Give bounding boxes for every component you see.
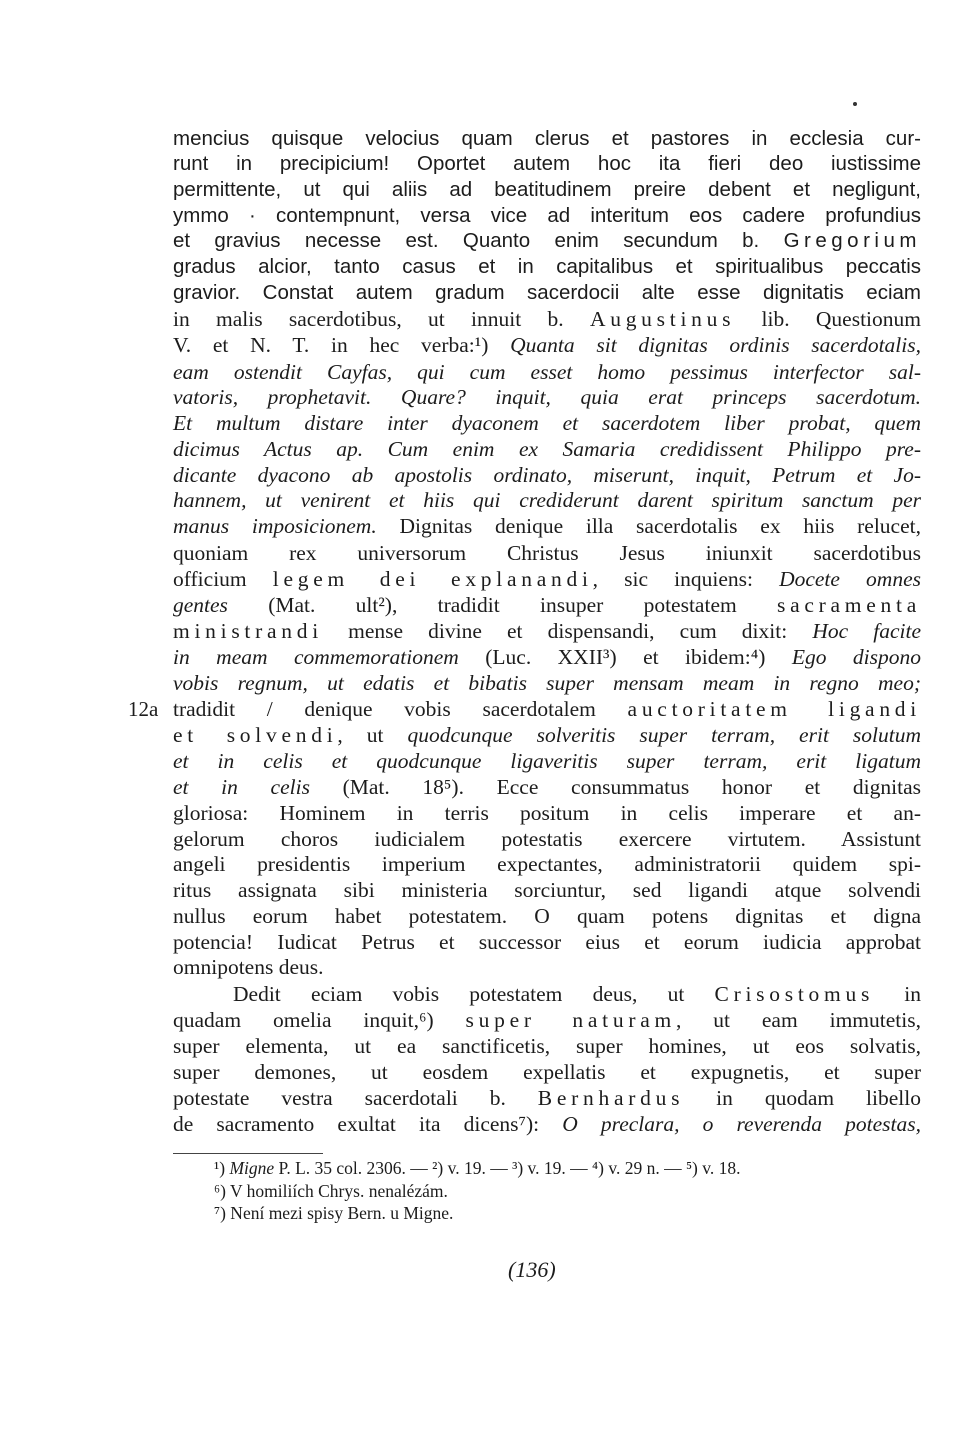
text-line	[173, 488, 921, 512]
text-line	[173, 1034, 921, 1058]
italic-quote: eam ostendit Cayfas, qui cum esset homo pessimus interfector sal-	[173, 360, 921, 384]
text-line	[173, 878, 921, 902]
text-line	[173, 567, 921, 591]
footnote	[214, 1181, 448, 1201]
text-run: lib. Questionum	[735, 307, 921, 331]
text-line	[173, 827, 921, 851]
text-run: V. et N. T. in hec verba:¹)	[173, 333, 511, 357]
text-line	[173, 152, 921, 176]
text-run: gelorum choros iudicialem potestatis exercere virtutem. Assistunt	[173, 827, 921, 851]
text-line	[173, 593, 921, 617]
text-run: (Luc. XXII³) et ibidem:⁴)	[458, 645, 792, 669]
italic-quote: Ego dispono	[791, 645, 922, 669]
italic-quote: manus imposicionem.	[173, 514, 377, 538]
text-line	[173, 281, 921, 305]
text-line	[173, 749, 921, 773]
text-line	[173, 723, 921, 747]
italic-quote: vatoris, prophetavit. Quare? inquit, quia erat princeps sacerdotum.	[173, 385, 921, 409]
spaced-name: Augustinus	[589, 307, 736, 331]
text-line	[173, 671, 921, 695]
text-line	[173, 852, 921, 876]
italic-quote: Migne	[229, 1158, 275, 1178]
text-run: P. L. 35 col. 2306. — ²) v. 19. — ³) v. 19. — ⁴) v. 29 n. — ⁵) v. 18.	[274, 1158, 741, 1178]
text-line	[173, 333, 921, 357]
text-line	[173, 360, 921, 384]
text-line	[173, 904, 921, 928]
text-run: , ut	[337, 723, 408, 747]
text-run: omnipotens deus.	[173, 955, 324, 979]
page-number: (136)	[508, 1257, 556, 1282]
text-run: , ut eam immutetis,	[675, 1008, 921, 1032]
text-run: super elementa, ut ea sanctificetis, super homines, ut eos solvatis,	[173, 1034, 921, 1058]
text-run: Dedit eciam vobis potestatem deus, ut	[233, 982, 715, 1006]
text-line	[173, 697, 921, 721]
italic-quote: dicante dyacono ab apostolis ordinato, miserunt, inquit, Petrum et Jo-	[173, 463, 921, 487]
spaced-name: auctoritatem ligandi	[627, 697, 921, 721]
text-line	[173, 411, 921, 435]
text-line	[173, 541, 921, 565]
text-run: , sic inquiens:	[592, 567, 780, 591]
text-run: super demones, ut eosdem expellatis et expugnetis, et super	[173, 1060, 921, 1084]
text-line	[173, 619, 921, 643]
italic-quote: Et multum distare inter dyaconem et sacerdotem liber probat, quem	[173, 411, 921, 435]
italic-quote: O preclara, o reverenda potestas,	[562, 1112, 921, 1136]
text-run: gravior. Constat autem gradum sacerdocii alte esse dignitatis eciam	[173, 281, 921, 304]
text-line	[173, 801, 921, 825]
text-run: ¹)	[214, 1158, 230, 1178]
italic-quote: hannem, ut venirent et hiis qui crediderunt darent spiritum sanctum per	[173, 488, 921, 512]
text-run: potencia! Iudicat Petrus et successor eius et eorum iudicia approbat	[173, 930, 921, 954]
text-line	[173, 127, 921, 151]
text-run: angeli presidentis imperium expectantes, administratorii quidem spi-	[173, 852, 921, 876]
text-line	[173, 1008, 921, 1032]
italic-quote: et in celis	[173, 775, 310, 799]
spaced-name: Bernhardus	[537, 1086, 685, 1110]
text-run: et gravius necesse est. Quanto enim secundum b.	[173, 229, 784, 252]
text-line	[173, 1060, 921, 1084]
text-line	[173, 1112, 921, 1136]
italic-quote: Hoc facite	[812, 619, 922, 643]
italic-quote: gentes	[173, 593, 228, 617]
text-run: in quodam libello	[684, 1086, 921, 1110]
text-run: mencius quisque velocius quam clerus et pastores in ecclesia cur-	[173, 127, 921, 150]
italic-quote: et in celis et quodcunque ligaveritis super terram, erit ligatum	[173, 749, 921, 773]
text-run: (Mat. 18⁵). Ecce consummatus honor et dignitas	[309, 775, 921, 799]
footnote-rule	[173, 1153, 323, 1154]
text-run: (Mat. ult²), tradidit insuper potestatem	[227, 593, 777, 617]
text-run: quadam omelia inquit,⁶)	[173, 1008, 466, 1032]
text-run: tradidit / denique vobis sacerdotalem	[173, 697, 628, 721]
footnote	[214, 1158, 741, 1178]
text-run: de sacramento exultat ita dicens⁷):	[173, 1112, 563, 1136]
text-run: in malis sacerdotibus, ut innuit b.	[173, 307, 590, 331]
text-line	[233, 982, 921, 1006]
text-run: gloriosa: Hominem in terris positum in celis imperare et an-	[173, 801, 921, 825]
italic-quote: dicimus Actus ap. Cum enim ex Samaria credidissent Philippo pre-	[173, 437, 921, 461]
text-run: gradus alcior, tanto casus et in capitalibus et spiritualibus peccatis	[173, 255, 921, 278]
ink-dot	[853, 102, 857, 106]
text-line	[173, 178, 921, 202]
text-line	[173, 204, 921, 228]
italic-quote: Docete omnes	[779, 567, 921, 591]
text-run: ymmo · contempnunt, versa vice ad interitum eos cadere profundius	[173, 204, 921, 227]
spaced-name: legem dei explanandi	[272, 567, 593, 591]
text-run: officium	[173, 567, 273, 591]
text-run: quoniam rex universorum Christus Jesus iniunxit sacerdotibus	[173, 541, 921, 565]
text-run: ⁷) Není mezi spisy Bern. u Migne.	[214, 1203, 454, 1223]
spaced-name: sacramenta	[777, 593, 921, 617]
text-run: ⁶) V homiliích Chrys. nenalézám.	[214, 1181, 448, 1201]
footnote	[214, 1203, 453, 1223]
italic-quote: Quanta sit dignitas ordinis sacerdotalis,	[510, 333, 921, 357]
text-line	[173, 385, 921, 409]
text-run: potestate vestra sacerdotali b.	[173, 1086, 538, 1110]
text-line	[173, 437, 921, 461]
text-line	[173, 463, 921, 487]
text-line	[173, 645, 921, 669]
spaced-name: et solvendi	[173, 723, 338, 747]
text-run: permittente, ut qui aliis ad beatitudinem preire debent et negligunt,	[173, 178, 921, 201]
text-run: runt in precipicium! Oportet autem hoc ita fieri deo iustissime	[173, 152, 921, 175]
spaced-name: ministrandi	[173, 619, 323, 643]
text-line	[173, 229, 921, 253]
text-line	[173, 514, 921, 538]
spaced-name: Crisostomus	[714, 982, 875, 1006]
text-run: ritus assignata sibi ministeria sorciuntur, sed ligandi atque solvendi	[173, 878, 921, 902]
text-line	[173, 1086, 921, 1110]
text-run: nullus eorum habet potestatem. O quam potens dignitas et digna	[173, 904, 921, 928]
text-line	[173, 930, 921, 954]
margin-note: 12a	[128, 697, 159, 721]
italic-quote: in meam commemorationem	[173, 645, 459, 669]
text-line	[173, 775, 921, 799]
text-line	[173, 955, 921, 979]
text-line	[173, 255, 921, 279]
spaced-name: Gregorium	[783, 229, 921, 252]
text-line	[173, 307, 921, 331]
italic-quote: vobis regnum, ut edatis et bibatis super mensam meam in regno meo;	[173, 671, 921, 695]
text-run: in	[874, 982, 921, 1006]
text-run: Dignitas denique illa sacerdotalis ex hiis relucet,	[376, 514, 921, 538]
text-run: mense divine et dispensandi, cum dixit:	[322, 619, 813, 643]
spaced-name: super naturam	[465, 1008, 676, 1032]
italic-quote: quodcunque solveritis super terram, erit solutum	[407, 723, 922, 747]
